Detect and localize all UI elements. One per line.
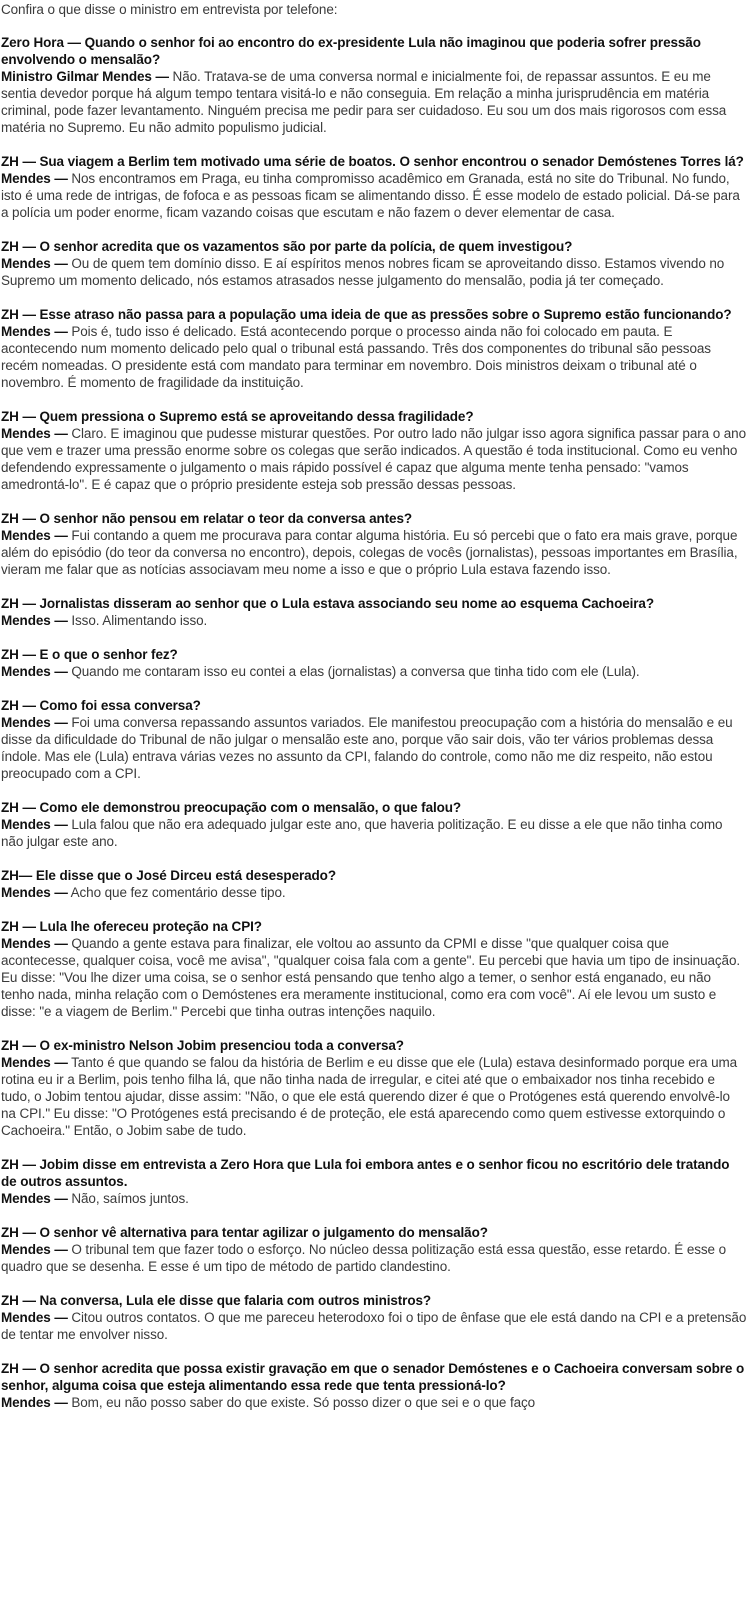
- answer-text: Acho que fez comentário desse tipo.: [70, 885, 286, 900]
- qa-block: [1, 697, 747, 782]
- qa-block: [1, 408, 747, 493]
- answer-text: O tribunal tem que fazer todo o esforço. No núcleo dessa politização está essa questão, esse retardo. É esse o quadro que se desenha. E esse é um tipo de método de partido clandestino.: [1, 1242, 727, 1274]
- qa-block: [1, 238, 747, 289]
- answer-text: Foi uma conversa repassando assuntos variados. Ele manifestou preocupação com a história do mensalão e eu disse da dificuldade do Tribunal de não julgar o mensalão este ano, porque vão sair dois, vão ter vários problemas dessa índole. Mas ele (Lula) entrava várias vezes no assunto da CPI, falando do controle, como não me diz respeito, não estou preocupado com a CPI.: [1, 715, 733, 781]
- answer-text: Quando me contaram isso eu contei a elas (jornalistas) a conversa que tinha tido com ele (Lula).: [71, 664, 640, 679]
- question-text: Zero Hora — Quando o senhor foi ao encontro do ex-presidente Lula não imaginou que poderia sofrer pressão envolvendo o mensalão?: [1, 35, 701, 67]
- question-text: ZH — Lula lhe ofereceu proteção na CPI?: [1, 919, 262, 934]
- question-text: ZH — Na conversa, Lula ele disse que falaria com outros ministros?: [1, 1293, 432, 1308]
- answer-text: Isso. Alimentando isso.: [71, 613, 208, 628]
- qa-block: [1, 34, 747, 136]
- question-text: ZH — O ex-ministro Nelson Jobim presenciou toda a conversa?: [1, 1038, 404, 1053]
- answer-paragraph: [1, 1309, 747, 1343]
- answer-paragraph: [1, 1394, 747, 1411]
- answer-paragraph: [1, 663, 747, 680]
- speaker-label: Mendes —: [1, 1191, 68, 1206]
- question-text: ZH — O senhor acredita que possa existir gravação em que o senador Demóstenes e o Cachoeira conversam sobre o senhor, alguma coisa que esteja alimentando essa rede que tenta pressioná-lo?: [1, 1361, 745, 1393]
- qa-list: [1, 34, 747, 1411]
- intro-line: Confira o que disse o ministro em entrevista por telefone:: [1, 2, 338, 17]
- answer-paragraph: [1, 425, 747, 493]
- answer-paragraph: [1, 68, 747, 136]
- question-text: ZH — Esse atraso não passa para a população uma ideia de que as pressões sobre o Supremo estão funcionando?: [1, 307, 732, 322]
- answer-text: Tanto é que quando se falou da história de Berlim e eu disse que ele (Lula) estava desinformado porque era uma rotina eu ir a Berlim, pois tenho filha lá, que não tinha nada de irregular, e citei até que o embaixador nos tinha recebido e tudo, o Jobim tentou ajudar, disse assim: "Não, o que ele está querendo dizer é que o Protógenes está querendo envolvê-lo na CPI." Eu disse: "O Protógenes está precisando é de proteção, ele está aparecendo como quem estivesse extorquindo o Cachoeira." Então, o Jobim sabe de tudo.: [1, 1055, 738, 1138]
- answer-paragraph: [1, 527, 747, 578]
- speaker-label: Mendes —: [1, 817, 68, 832]
- qa-block: [1, 1292, 747, 1343]
- question-text: ZH — Quem pressiona o Supremo está se aproveitando dessa fragilidade?: [1, 409, 474, 424]
- speaker-label: Mendes —: [1, 1055, 68, 1070]
- question-text: ZH — Como foi essa conversa?: [1, 698, 201, 713]
- question-text: ZH— Ele disse que o José Dirceu está desesperado?: [1, 868, 336, 883]
- answer-text: Pois é, tudo isso é delicado. Está acontecendo porque o processo ainda não foi colocado em pauta. E acontecendo num momento delicado pelo qual o tribunal está passando. Três dos componentes do tribunal são pessoas recém nomeadas. O presidente está com mandato para terminar em novembro. Dois ministros deixam o tribunal até o novembro. É momento de fragilidade da instituição.: [1, 324, 711, 390]
- answer-paragraph: [1, 884, 747, 901]
- question-text: ZH — E o que o senhor fez?: [1, 647, 178, 662]
- answer-paragraph: [1, 1241, 747, 1275]
- speaker-label: Ministro Gilmar Mendes —: [1, 69, 169, 84]
- question-text: ZH — O senhor não pensou em relatar o teor da conversa antes?: [1, 511, 413, 526]
- answer-text: Bom, eu não posso saber do que existe. Só posso dizer o que sei e o que faço: [71, 1395, 536, 1410]
- answer-paragraph: [1, 170, 747, 221]
- qa-block: [1, 306, 747, 391]
- question-text: ZH — O senhor vê alternativa para tentar agilizar o julgamento do mensalão?: [1, 1225, 488, 1240]
- answer-text: Nos encontramos em Praga, eu tinha compromisso acadêmico em Granada, está no site do Tribunal. No fundo, isto é uma rede de intrigas, de fofoca e as pessoas ficam se alimentando disso. É esse modelo de estado policial. Dá-se para a polícia um poder enorme, ficam vazando coisas que escutam e não fazem o dever elementar de casa.: [1, 171, 740, 220]
- answer-text: Lula falou que não era adequado julgar este ano, que haveria politização. E eu disse a ele que não tinha como não julgar este ano.: [1, 817, 723, 849]
- qa-block: [1, 867, 747, 901]
- answer-paragraph: [1, 612, 747, 629]
- answer-text: Citou outros contatos. O que me pareceu heterodoxo foi o tipo de ênfase que ele está dando na CPI e a pretensão de tentar me envolver nisso.: [1, 1310, 747, 1342]
- question-text: ZH — Como ele demonstrou preocupação com o mensalão, o que falou?: [1, 800, 462, 815]
- answer-text: Quando a gente estava para finalizar, ele voltou ao assunto da CPMI e disse "que qualquer coisa que acontecesse, qualquer coisa, você me avisa", "qualquer coisa fala com a gente". Eu percebi que havia um tipo de insinuação. Eu disse: "Vou lhe dizer uma coisa, se o senhor está pensando que tenho algo a temer, o senhor está enganado, eu não tenho nada, minha relação com o Demóstenes era meramente institucional, como era com você". Aí ele levou um susto e disse: "e a viagem de Berlim." Percebi que tinha outras intenções naquilo.: [1, 936, 741, 1019]
- answer-text: Ou de quem tem domínio disso. E aí espíritos menos nobres ficam se aproveitando disso. Estamos vivendo no Supremo um momento delicado, nós estamos atrasados nesse julgamento do mensalão, podia já ter começado.: [1, 256, 725, 288]
- speaker-label: Mendes —: [1, 936, 68, 951]
- answer-text: Claro. E imaginou que pudesse misturar questões. Por outro lado não julgar isso agora significa passar para o ano que vem e trazer uma pressão enorme sobre os colegas que serão indicados. A questão é toda institucional. Como eu venho defendendo expressamente o julgamento o mais rápido possível é capaz que alguma mente tenha pensado: "vamos amedrontá-lo". E é capaz que o próprio presidente esteja sob pressão dessas pessoas.: [1, 426, 746, 492]
- speaker-label: Mendes —: [1, 324, 68, 339]
- speaker-label: Mendes —: [1, 256, 68, 271]
- answer-paragraph: [1, 1054, 747, 1139]
- qa-block: [1, 918, 747, 1020]
- speaker-label: Mendes —: [1, 715, 68, 730]
- qa-block: [1, 799, 747, 850]
- speaker-label: Mendes —: [1, 664, 68, 679]
- speaker-label: Mendes —: [1, 1395, 68, 1410]
- speaker-label: Mendes —: [1, 171, 68, 186]
- qa-block: [1, 1156, 747, 1207]
- answer-paragraph: [1, 323, 747, 391]
- speaker-label: Mendes —: [1, 613, 68, 628]
- qa-block: [1, 1037, 747, 1139]
- speaker-label: Mendes —: [1, 426, 68, 441]
- answer-paragraph: [1, 714, 747, 782]
- qa-block: [1, 595, 747, 629]
- answer-paragraph: [1, 816, 747, 850]
- question-text: ZH — Sua viagem a Berlim tem motivado uma série de boatos. O senhor encontrou o senador Demóstenes Torres lá?: [1, 154, 744, 169]
- qa-block: [1, 646, 747, 680]
- speaker-label: Mendes —: [1, 1242, 68, 1257]
- answer-paragraph: [1, 1190, 747, 1207]
- question-text: ZH — Jornalistas disseram ao senhor que o Lula estava associando seu nome ao esquema Cachoeira?: [1, 596, 654, 611]
- qa-block: [1, 1224, 747, 1275]
- qa-block: [1, 510, 747, 578]
- speaker-label: Mendes —: [1, 528, 68, 543]
- question-text: ZH — O senhor acredita que os vazamentos são por parte da polícia, de quem investigou?: [1, 239, 573, 254]
- qa-block: [1, 1360, 747, 1411]
- answer-text: Não. Tratava-se de uma conversa normal e inicialmente foi, de repassar assuntos. E eu me sentia devedor porque há algum tempo tentara visitá-lo e não conseguia. Em relação a minha jurisprudência em matéria criminal, pode fazer levantamento. Ninguém precisa me pedir para ser cuidadoso. Eu sou um dos mais rigorosos com essa matéria no Supremo. Eu não admito populismo judicial.: [1, 69, 727, 135]
- qa-block: [1, 153, 747, 221]
- answer-text: Não, saímos juntos.: [71, 1191, 189, 1206]
- answer-paragraph: [1, 255, 747, 289]
- speaker-label: Mendes —: [1, 885, 68, 900]
- answer-text: Fui contando a quem me procurava para contar alguma história. Eu só percebi que o fato era mais grave, porque além do episódio (do teor da conversa no encontro), depois, colegas de vocês (jornalistas), pessoas importantes em Brasília, vieram me falar que as notícias associavam meu nome a isso e que o próprio Lula estava fazendo isso.: [1, 528, 738, 577]
- speaker-label: Mendes —: [1, 1310, 68, 1325]
- question-text: ZH — Jobim disse em entrevista a Zero Hora que Lula foi embora antes e o senhor ficou no escritório dele tratando de outros assuntos.: [1, 1157, 730, 1189]
- answer-paragraph: [1, 935, 747, 1020]
